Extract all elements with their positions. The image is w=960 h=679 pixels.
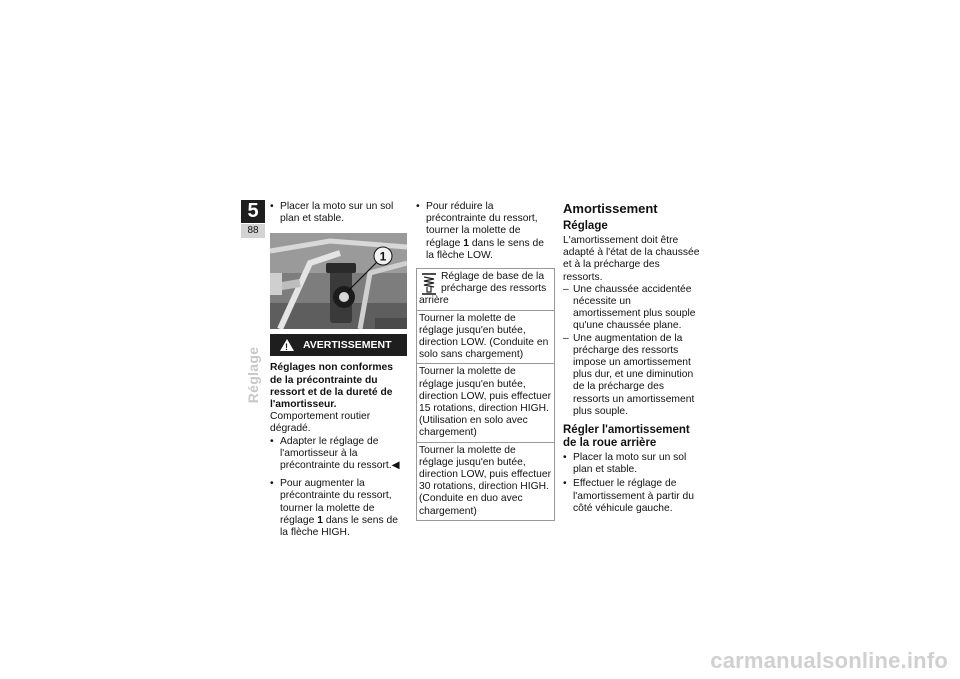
column-3 <box>563 201 700 521</box>
watermark-text: carmanualsonline.info <box>710 648 948 673</box>
dash-item-preload: – Une augmentation de la précharge des ressorts impose un amortissement plus dur, et une diminution de la précharge des ressorts un amortissement plus souple. <box>563 333 700 418</box>
bullet-place-moto: • Placer la moto sur un sol plan et stable. <box>270 201 407 225</box>
bullet-reduce-text-b: dans le sens de la flèche LOW. <box>426 237 544 261</box>
chapter-title <box>241 330 265 420</box>
preload-table-row: Tourner la molette de réglage jusqu'en butée, direction LOW, puis effectuer 15 rotations, direction HIGH. (Utilisation en solo avec chargement) <box>417 363 554 441</box>
dash-item-rough-road: – Une chaussée accidentée nécessite un amortissement plus souple qu'une chaussée plane. <box>563 284 700 333</box>
chapter-number: 5 <box>241 200 265 223</box>
bullet-place-moto-2: • Placer la moto sur un sol plan et stable. <box>563 452 700 476</box>
preload-table <box>416 268 555 521</box>
shock-adjuster-photo <box>270 233 407 329</box>
chapter-title-text: Réglage <box>245 346 261 404</box>
column-2 <box>416 201 553 521</box>
spring-icon-graphic <box>419 271 439 295</box>
warning-label: AVERTISSEMENT <box>303 339 392 352</box>
warning-icon <box>280 339 294 351</box>
bullet-increase-ref: 1 <box>317 514 323 526</box>
bullet-increase-preload <box>270 478 407 539</box>
warning-bullet: • Adapter le réglage de l'amortisseur à la précontrainte du ressort.◀ <box>270 436 407 473</box>
preload-table-row: Tourner la molette de réglage jusqu'en butée, direction LOW. (Conduite en solo sans chargement) <box>417 310 554 364</box>
shock-adjuster-illustration <box>270 233 407 329</box>
page-number: 88 <box>241 224 265 238</box>
preload-table-header-text: Réglage de base de la précharge des ressorts arrière <box>419 271 547 307</box>
section-heading: Amortissement <box>563 201 658 216</box>
spring-icon <box>419 271 439 295</box>
column-1 <box>270 201 407 545</box>
preload-table-header <box>417 269 554 310</box>
damping-paragraph: L'amortissement doit être adapté à l'état de la chaussée et à la précharge des ressorts. <box>563 235 700 283</box>
bullet-reduce-preload <box>416 201 553 262</box>
preload-table-row: Tourner la molette de réglage jusqu'en butée, direction LOW, puis effectuer 30 rotations, direction HIGH. (Conduite en duo avec chargement) <box>417 442 554 520</box>
bullet-increase-text-b: dans le sens de la flèche HIGH. <box>280 514 398 539</box>
subheading-rear-damping: Régler l'amortissement de la roue arrière <box>563 424 690 450</box>
subheading-reglage: Réglage <box>563 220 608 232</box>
bullet-reduce-text-a: Pour réduire la précontrainte du ressort, tourner la molette de réglage <box>426 201 538 249</box>
warning-title: Réglages non conformes de la précontrainte du ressort et de la dureté de l'amortisseur. <box>270 362 394 411</box>
warning-banner <box>270 334 407 356</box>
bullet-increase-text-a: Pour augmenter la précontrainte du ressort, tourner la molette de réglage <box>280 478 392 526</box>
photo-callout: 1 <box>379 249 387 264</box>
bullet-reduce-ref: 1 <box>463 237 469 249</box>
bullet-left-side: • Effectuer le réglage de l'amortissement à partir du côté véhicule gauche. <box>563 478 700 515</box>
warning-description: Comportement routier dégradé. <box>270 411 371 435</box>
